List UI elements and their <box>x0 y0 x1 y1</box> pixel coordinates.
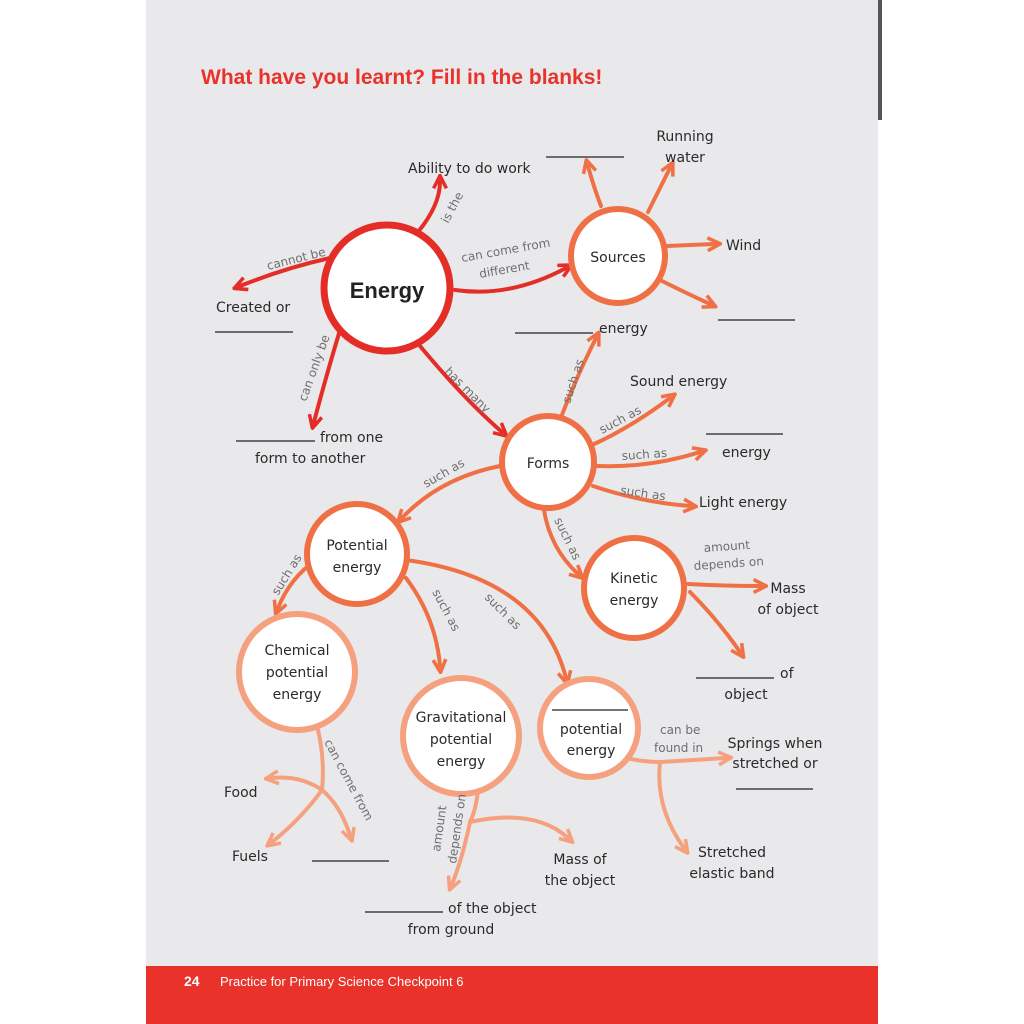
edge-label-pot-such-as-1: such as <box>268 551 305 598</box>
leaf-elastic-band: elastic band <box>689 866 775 882</box>
connector-sources-blank-top <box>588 166 601 206</box>
gravitational-label-2: potential <box>429 732 493 748</box>
connector-chemical-food <box>272 778 322 791</box>
leaf-from-ground: from ground <box>407 922 495 938</box>
energy-label: Energy <box>349 278 425 303</box>
node-forms <box>502 416 594 508</box>
edge-label-can-only-be: can only be <box>295 332 333 404</box>
node-sources <box>571 209 665 303</box>
leaf-wind: Wind <box>726 238 762 254</box>
leaf-springs: Springs when <box>727 736 823 752</box>
leaf-from-one: from one <box>320 430 384 446</box>
connector-kinetic-blank <box>690 592 740 652</box>
leaf-of-the-object: of the object <box>448 901 537 917</box>
leaf-energy-top: energy <box>599 321 648 337</box>
edge-label-kinetic-amount: amount <box>703 537 751 555</box>
gravitational-label-3: energy <box>436 754 486 770</box>
leaf-running: Running <box>656 129 714 145</box>
connector-chemical-blank <box>322 790 350 835</box>
leaf-sound-energy: Sound energy <box>630 374 728 390</box>
connector-elastic-band <box>659 762 684 848</box>
energy-concept-map <box>146 0 878 966</box>
leaf-mass: Mass <box>770 581 806 597</box>
leaf-energy-mid: energy <box>722 445 771 461</box>
node-energy <box>324 225 450 351</box>
leaf-the-object: the object <box>544 873 616 889</box>
connector-sources-wind <box>667 244 714 246</box>
leaf-mass-of: Mass of <box>553 852 607 868</box>
forms-label: Forms <box>526 456 570 472</box>
edge-label-grav-depends-on: depends on <box>445 792 469 865</box>
edge-label-kinetic-depends-on: depends on <box>693 554 765 573</box>
leaf-food: Food <box>224 785 258 801</box>
leaf-form-to-another: form to another <box>255 451 366 467</box>
connector-sources-blank-right <box>660 280 710 304</box>
connector-elastic-springs <box>660 758 725 762</box>
edge-label-forms-such-as-down: such as <box>551 515 584 563</box>
node-potential-energy <box>307 504 407 604</box>
potential-energy-circle <box>307 504 407 604</box>
page-edge-strip <box>878 0 882 120</box>
edge-label-forms-such-as-left: such as <box>420 455 467 491</box>
leaf-created-or: Created or <box>216 300 291 316</box>
edge-label-is-the: is the <box>438 189 467 226</box>
worksheet-page <box>146 0 878 1024</box>
kinetic-energy-circle <box>584 538 684 638</box>
edge-label-can-come-from: can come from <box>460 235 552 265</box>
leaf-water: water <box>665 150 705 166</box>
kinetic-energy-label-1: Kinetic <box>610 571 658 587</box>
chemical-label-2: potential <box>265 665 329 681</box>
leaf-of: of <box>780 666 794 682</box>
connector-gravitational-mass <box>470 818 568 838</box>
node-blank-potential-energy <box>540 679 638 777</box>
connector-chemical-fuels <box>272 790 322 842</box>
edge-label-forms-such-as-3: such as <box>619 483 667 504</box>
footer-title: Practice for Primary Science Checkpoint 6 <box>220 974 464 989</box>
node-gravitational-potential-energy <box>403 678 519 794</box>
chemical-label-3: energy <box>272 687 322 703</box>
leaf-ability: Ability to do work <box>408 161 531 177</box>
node-kinetic-energy <box>584 538 684 638</box>
leaf-of-object: of object <box>757 602 819 618</box>
connector-chemical-fan <box>318 730 323 790</box>
edge-label-forms-such-as-up: such as <box>559 357 587 405</box>
sources-label: Sources <box>590 250 646 266</box>
edge-label-forms-such-as-2: such as <box>621 445 668 463</box>
page-number: 24 <box>184 973 200 989</box>
leaf-light-energy: Light energy <box>699 495 788 511</box>
edge-label-grav-amount: amount <box>429 804 450 853</box>
blank-potential-label-2: energy <box>566 743 616 759</box>
edge-label-forms-such-as-1: such as <box>596 402 644 437</box>
leaf-stretched: Stretched <box>698 845 766 861</box>
worksheet-heading: What have you learnt? Fill in the blanks! <box>201 66 603 89</box>
connector-kinetic-mass <box>688 584 760 586</box>
leaf-stretched-or: stretched or <box>732 756 818 772</box>
gravitational-label-1: Gravitational <box>415 710 507 726</box>
edge-label-has-many: has many <box>441 364 494 416</box>
edge-label-can-be: can be <box>660 723 701 737</box>
kinetic-energy-label-2: energy <box>609 593 659 609</box>
edge-label-cannot-be: cannot be <box>265 244 327 273</box>
potential-energy-label-2: energy <box>332 560 382 576</box>
leaf-fuels: Fuels <box>232 849 268 865</box>
chemical-label-1: Chemical <box>264 643 330 659</box>
node-chemical-potential-energy <box>239 614 355 730</box>
edge-label-found-in: found in <box>654 741 704 755</box>
potential-energy-label-1: Potential <box>326 538 388 554</box>
blank-potential-label-1: potential <box>559 722 623 738</box>
edge-label-different: different <box>478 258 531 281</box>
leaf-object: object <box>724 687 768 703</box>
edge-label-chem-can-come-from: can come from <box>321 736 377 823</box>
edge-label-pot-such-as-2: such as <box>429 586 464 634</box>
connector-energy-ability <box>418 182 440 232</box>
edge-label-pot-such-as-3: such as <box>481 590 524 633</box>
connector-sources-running-water <box>648 168 670 212</box>
